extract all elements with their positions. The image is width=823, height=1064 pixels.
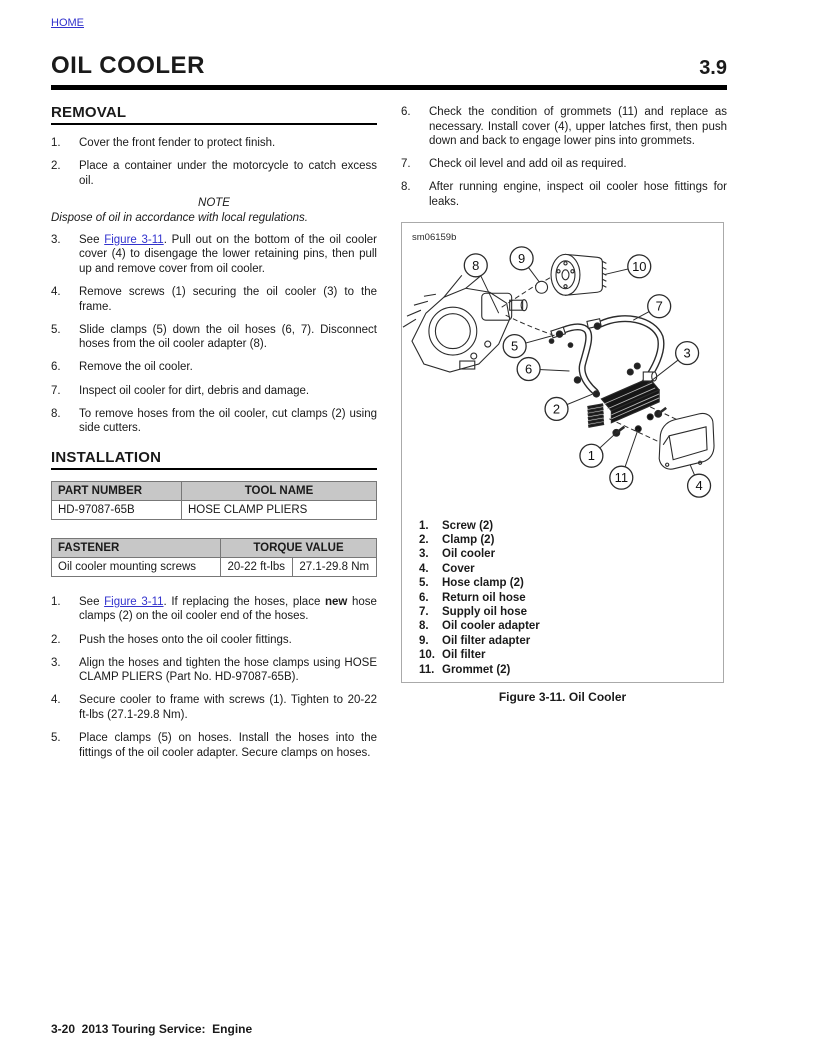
figure-link[interactable]: Figure 3-11 <box>104 233 164 246</box>
legend-label: Oil cooler <box>442 548 496 561</box>
figure-link[interactable]: Figure 3-11 <box>104 595 164 608</box>
title-rule <box>51 85 727 90</box>
step-text: See <box>79 595 105 608</box>
step-text: . Pull out on the bottom of the oil cooler cover (4) to disengage the lower retaining pins, then pull up and remove cover from oil cooler. <box>79 233 377 275</box>
page-title: OIL COOLER <box>51 52 205 79</box>
step-text: hose clamps (2) on the oil cooler end of the hoses. <box>79 595 377 623</box>
left-column <box>51 96 377 769</box>
oil-filter <box>551 254 606 295</box>
torque-table-cell: Oil cooler mounting screws <box>52 557 221 576</box>
torque-table-cell: 27.1-29.8 Nm <box>292 557 377 576</box>
step-text: See <box>79 233 105 246</box>
page-footer: 3-20 2013 Touring Service: Engine <box>51 1022 253 1036</box>
legend-label: Clamp (2) <box>442 533 495 546</box>
legend-label: Cover <box>442 562 475 575</box>
legend-label: Oil cooler adapter <box>442 620 540 633</box>
cooler-cover <box>659 413 714 469</box>
callout-number-2: 2 <box>552 400 561 416</box>
legend-item: 7. Supply oil hose <box>419 606 527 618</box>
figure-frame <box>401 222 724 683</box>
installation-step: 8. After running engine, inspect oil cooler hose fittings for leaks. <box>401 181 727 208</box>
callout-number-9: 9 <box>518 250 526 266</box>
callout-number-6: 6 <box>525 361 533 377</box>
removal-heading: REMOVAL <box>51 104 377 125</box>
tool-table <box>51 481 377 520</box>
legend-item: 11. Grommet (2) <box>419 663 511 676</box>
filter-plug <box>536 281 548 293</box>
installation-step: 7. Check oil level and add oil as required. <box>401 158 627 171</box>
note-label: NOTE <box>198 196 230 209</box>
removal-step: 8. To remove hoses from the oil cooler, cut clamps (2) using side cutters. <box>51 407 377 435</box>
legend-label: Supply oil hose <box>442 606 527 618</box>
section-number: 3.9 <box>699 57 727 79</box>
torque-table-cell: 20-22 ft-lbs <box>221 557 293 576</box>
legend-item: 6. Return oil hose <box>419 591 526 604</box>
removal-step: 1. Cover the front fender to protect finish. <box>51 137 276 149</box>
right-column <box>401 96 727 769</box>
home-link[interactable]: HOME <box>51 17 84 29</box>
figure-3-11 <box>401 222 727 704</box>
callout-number-10: 10 <box>632 258 647 274</box>
callout-number-5: 5 <box>511 338 519 354</box>
hose-fittings <box>549 318 601 347</box>
torque-table-header: TORQUE VALUE <box>221 538 377 557</box>
removal-step: 3. See Figure 3-11. Pull out on the bottom of the oil cooler cover (4) to disengage the lower retaining pins, then pull up and remove cover from oil cooler. <box>51 233 377 275</box>
torque-table-header: FASTENER <box>52 538 221 557</box>
legend-item: 5. Hose clamp (2) <box>419 577 524 590</box>
removal-step: 5. Slide clamps (5) down the oil hoses (6, 7). Disconnect hoses from the oil cooler adapter (8). <box>51 323 377 351</box>
legend-item: 9. Oil filter adapter <box>419 634 531 647</box>
callout-number-8: 8 <box>472 257 480 273</box>
figure-legend <box>402 518 723 682</box>
removal-step: 2. Place a container under the motorcycle to catch excess oil. <box>51 160 377 187</box>
step-text: . If replacing the hoses, place <box>163 595 325 608</box>
callout-number-3: 3 <box>683 345 691 361</box>
tool-table-cell: HD-97087-65B <box>52 500 182 519</box>
installation-heading: INSTALLATION <box>51 449 377 470</box>
legend-label: Return oil hose <box>442 591 526 604</box>
removal-step: 4. Remove screws (1) securing the oil cooler (3) to the frame. <box>51 286 377 313</box>
torque-table <box>51 538 377 577</box>
removal-step: 7. Inspect oil cooler for dirt, debris and damage. <box>51 384 310 397</box>
emphasis-text: new <box>325 595 348 608</box>
installation-step: 2. Push the hoses onto the oil cooler fittings. <box>51 633 292 646</box>
figure-drawing <box>402 223 723 518</box>
installation-step: 4. Secure cooler to frame with screws (1). Tighten to 20-22 ft-lbs (27.1-29.8 Nm). <box>51 694 377 721</box>
figure-code: sm06159b <box>412 231 457 243</box>
engine-crankcase <box>403 273 527 372</box>
figure-caption: Figure 3-11. Oil Cooler <box>498 690 627 705</box>
legend-label: Oil filter adapter <box>442 634 531 647</box>
removal-step: 6. Remove the oil cooler. <box>51 361 193 374</box>
legend-label: Screw (2) <box>442 519 494 532</box>
legend-item: 10. Oil filter <box>419 649 486 662</box>
installation-step: 1. See Figure 3-11. If replacing the hoses, place new hose clamps (2) on the oil cooler end of the hoses. <box>51 595 377 623</box>
callout-number-1: 1 <box>587 447 596 463</box>
callout-number-11: 11 <box>614 469 629 485</box>
tool-table-header: TOOL NAME <box>182 481 377 500</box>
legend-label: Grommet (2) <box>442 663 511 676</box>
legend-label: Hose clamp (2) <box>442 577 524 590</box>
callout-number-4: 4 <box>695 477 703 493</box>
callout-number-7: 7 <box>655 298 663 314</box>
page-header <box>51 52 727 80</box>
note-text: Dispose of oil in accordance with local regulations. <box>51 211 308 224</box>
installation-step: 6. Check the condition of grommets (11) and replace as necessary. Install cover (4), upper latches first, then push down and back to engage lower pins into grommets. <box>401 106 727 148</box>
legend-item: 2. Clamp (2) <box>419 533 495 546</box>
tool-table-header: PART NUMBER <box>52 481 182 500</box>
tool-table-cell: HOSE CLAMP PLIERS <box>182 500 377 519</box>
legend-item: 3. Oil cooler <box>419 548 496 561</box>
legend-label: Oil filter <box>442 649 486 662</box>
legend-item: 1. Screw (2) <box>419 519 494 532</box>
legend-item: 4. Cover <box>419 562 475 575</box>
legend-item: 8. Oil cooler adapter <box>419 620 540 633</box>
installation-step: 5. Place clamps (5) on hoses. Install the hoses into the fittings of the oil cooler adapter. Secure clamps on hoses. <box>51 731 377 759</box>
installation-step: 3. Align the hoses and tighten the hose clamps using HOSE CLAMP PLIERS (Part No. HD-97087-65B). <box>51 656 377 684</box>
